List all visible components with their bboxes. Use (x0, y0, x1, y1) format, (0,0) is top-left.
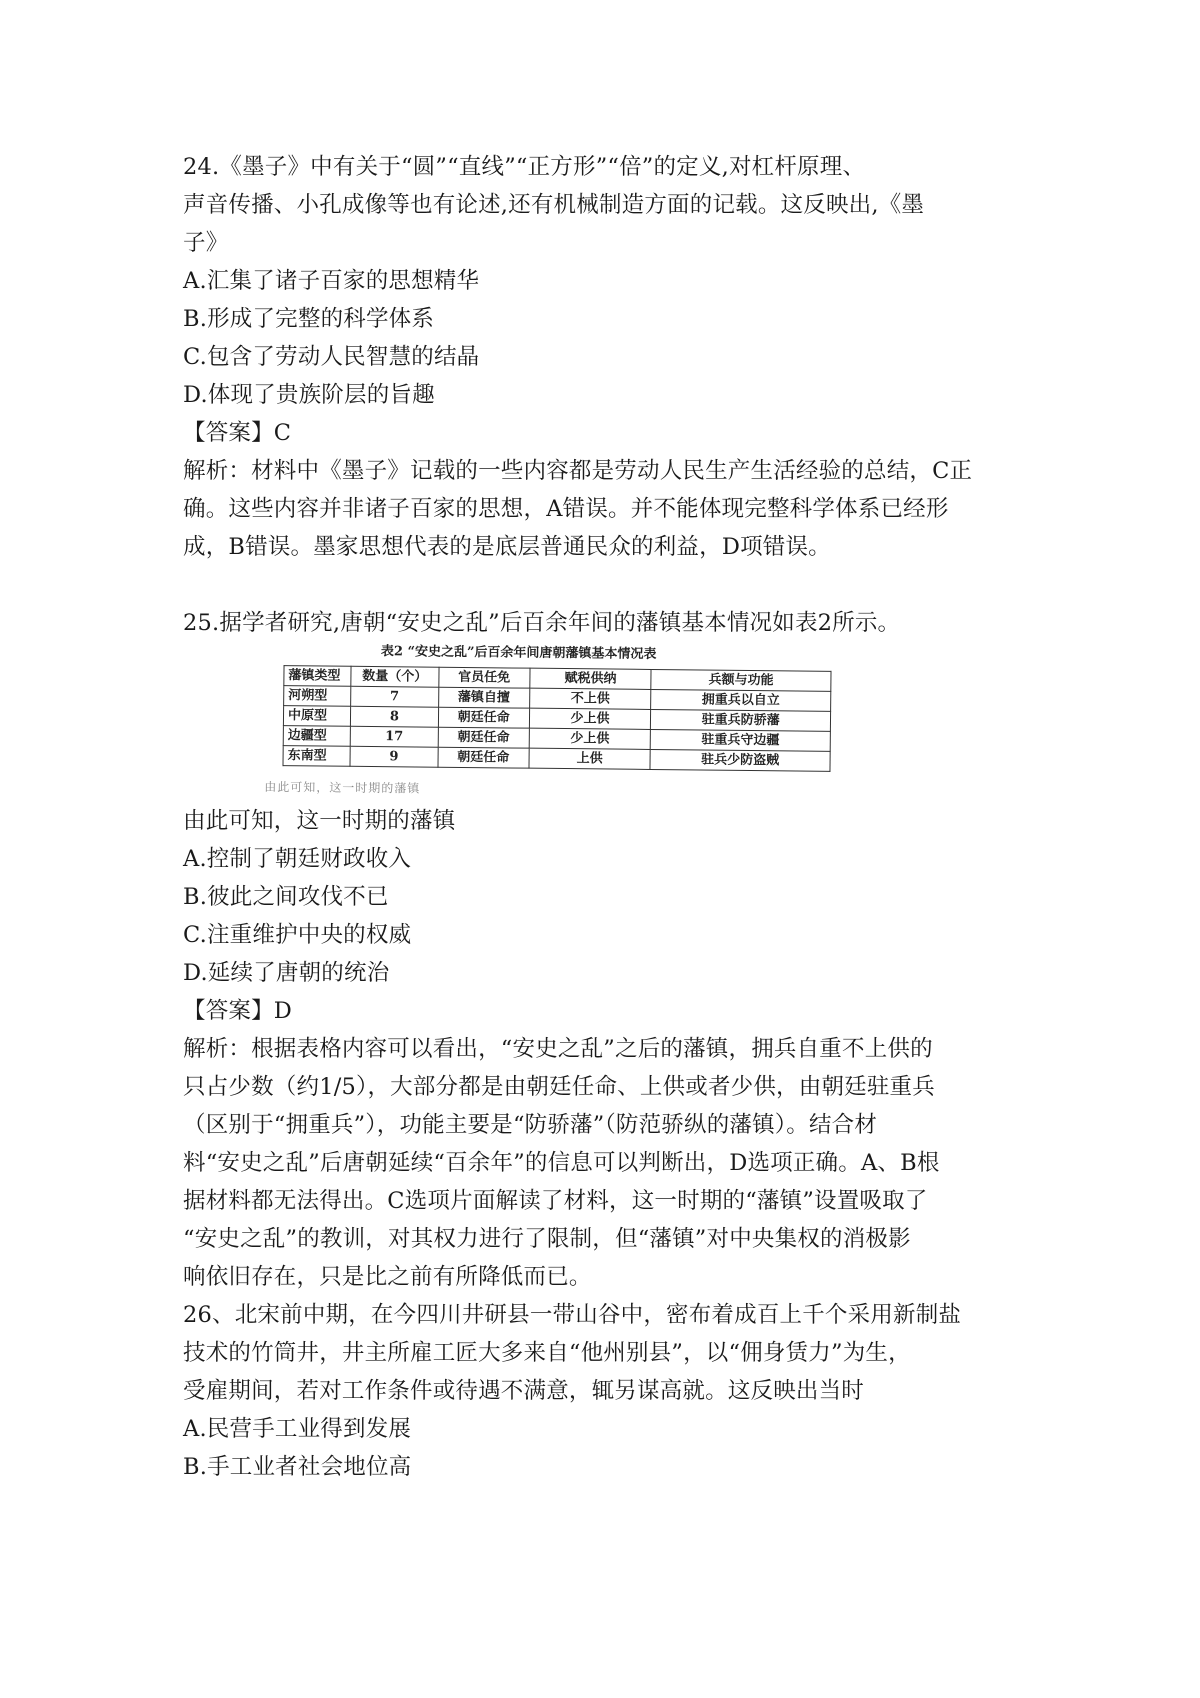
table-cell: 藩镇自擅 (438, 687, 530, 708)
q26-option-a: A.民营手工业得到发展 (183, 1416, 412, 1442)
table-cell: 东南型 (283, 746, 350, 767)
table-cell: 9 (350, 746, 438, 767)
q25-option-a: A.控制了朝廷财政收入 (183, 846, 412, 872)
q25-analysis-line: 响依旧存在，只是比之前有所降低而已。 (183, 1264, 592, 1290)
q26-stem-line: 技术的竹筒井，井主所雇工匠大多来自“他州别县”，以“佣身赁力”为生， (183, 1340, 911, 1366)
table-caption: 表2 “安史之乱”后百余年间唐朝藩镇基本情况表 (380, 644, 657, 663)
table-cell: 朝廷任命 (438, 707, 530, 728)
q26-stem-line: 受雇期间，若对工作条件或待遇不满意，辄另谋高就。这反映出当时 (183, 1378, 865, 1404)
q25-analysis-line: 料“安史之乱”后唐朝延续“百余年”的信息可以判断出，D选项正确。A、B根 (183, 1150, 940, 1176)
q25-analysis-line: 据材料都无法得出。C选项片面解读了材料，这一时期的“藩镇”设置吸取了 (183, 1188, 928, 1214)
table-header-cell: 兵额与功能 (651, 669, 831, 691)
q24-option-c: C.包含了劳动人民智慧的结晶 (183, 344, 480, 370)
q24-answer: 【答案】C (183, 420, 292, 446)
table-cell: 朝廷任命 (438, 727, 530, 748)
q25-analysis-line: 解析：根据表格内容可以看出，“安史之乱”之后的藩镇，拥兵自重不上供的 (183, 1036, 933, 1062)
q24-analysis-line: 成，B错误。墨家思想代表的是底层普通民众的利益，D项错误。 (183, 534, 831, 560)
table-header-cell: 数量（个） (351, 666, 439, 687)
fanzhen-table (282, 665, 831, 772)
table-cell: 上供 (529, 748, 651, 769)
q24-option-a: A.汇集了诸子百家的思想精华 (183, 268, 480, 294)
spacer (183, 566, 1033, 604)
q25-analysis-line: “安史之乱”的教训，对其权力进行了限制，但“藩镇”对中央集权的消极影 (183, 1226, 911, 1252)
q25-table-figure (264, 641, 839, 797)
table-cell: 不上供 (529, 688, 651, 709)
table-header-cell: 官员任免 (438, 667, 530, 688)
table-header-cell: 赋税供纳 (530, 668, 652, 689)
table-cell: 驻重兵防骄藩 (651, 709, 831, 731)
q25-option-d: D.延续了唐朝的统治 (183, 960, 390, 986)
question-26 (183, 1296, 1033, 1486)
question-24 (183, 148, 1033, 566)
document-page (183, 148, 1033, 1486)
q24-option-d: D.体现了贵族阶层的旨趣 (183, 382, 435, 408)
table-cell: 驻重兵守边疆 (650, 729, 830, 751)
table-cell: 拥重兵以自立 (651, 689, 831, 711)
table-cell: 7 (351, 686, 439, 707)
table-cell: 少上供 (529, 728, 651, 749)
q25-analysis-line: （区别于“拥重兵”），功能主要是“防骄藩”（防范骄纵的藩镇）。结合材 (183, 1112, 878, 1138)
table-cell: 8 (351, 706, 439, 727)
table-cell: 朝廷任命 (438, 747, 530, 768)
question-25 (183, 604, 1033, 1296)
table-cell: 边疆型 (283, 726, 350, 747)
table-cell: 17 (350, 726, 438, 747)
table-cell: 驻兵少防盗贼 (650, 749, 830, 771)
q24-analysis-line: 确。这些内容并非诸子百家的思想，A错误。并不能体现完整科学体系已经形 (183, 496, 949, 522)
table-cell: 河朔型 (284, 686, 351, 707)
q26-stem-line: 26、北宋前中期，在今四川井研县一带山谷中，密布着成百上千个采用新制盐 (183, 1302, 962, 1328)
table-cell: 少上供 (529, 708, 651, 729)
q25-prompt: 由此可知，这一时期的藩镇 (183, 808, 456, 834)
table-header-cell: 藩镇类型 (284, 666, 351, 687)
q25-answer: 【答案】D (183, 998, 293, 1024)
table-cell: 中原型 (283, 706, 350, 727)
q25-option-b: B.彼此之间攻伐不已 (183, 884, 389, 910)
q24-stem-line: 声音传播、小孔成像等也有论述,还有机械制造方面的记载。这反映出,《墨 (183, 192, 925, 218)
q24-stem-line: 24.《墨子》中有关于“圆”“直线”“正方形”“倍”的定义,对杠杆原理、 (183, 154, 866, 180)
q24-option-b: B.形成了完整的科学体系 (183, 306, 435, 332)
table-cutoff-text: 由此可知，这一时期的藩镇 (264, 779, 421, 796)
q26-option-b: B.手工业者社会地位高 (183, 1454, 412, 1480)
q25-stem: 25.据学者研究,唐朝“安史之乱”后百余年间的藩镇基本情况如表2所示。 (183, 610, 901, 636)
q24-stem-line: 子》 (183, 230, 229, 256)
q24-analysis-line: 解析：材料中《墨子》记载的一些内容都是劳动人民生产生活经验的总结，C正 (183, 458, 973, 484)
q25-analysis-line: 只占少数（约1/5），大部分都是由朝廷任命、上供或者少供，由朝廷驻重兵 (183, 1074, 935, 1100)
q25-option-c: C.注重维护中央的权威 (183, 922, 412, 948)
